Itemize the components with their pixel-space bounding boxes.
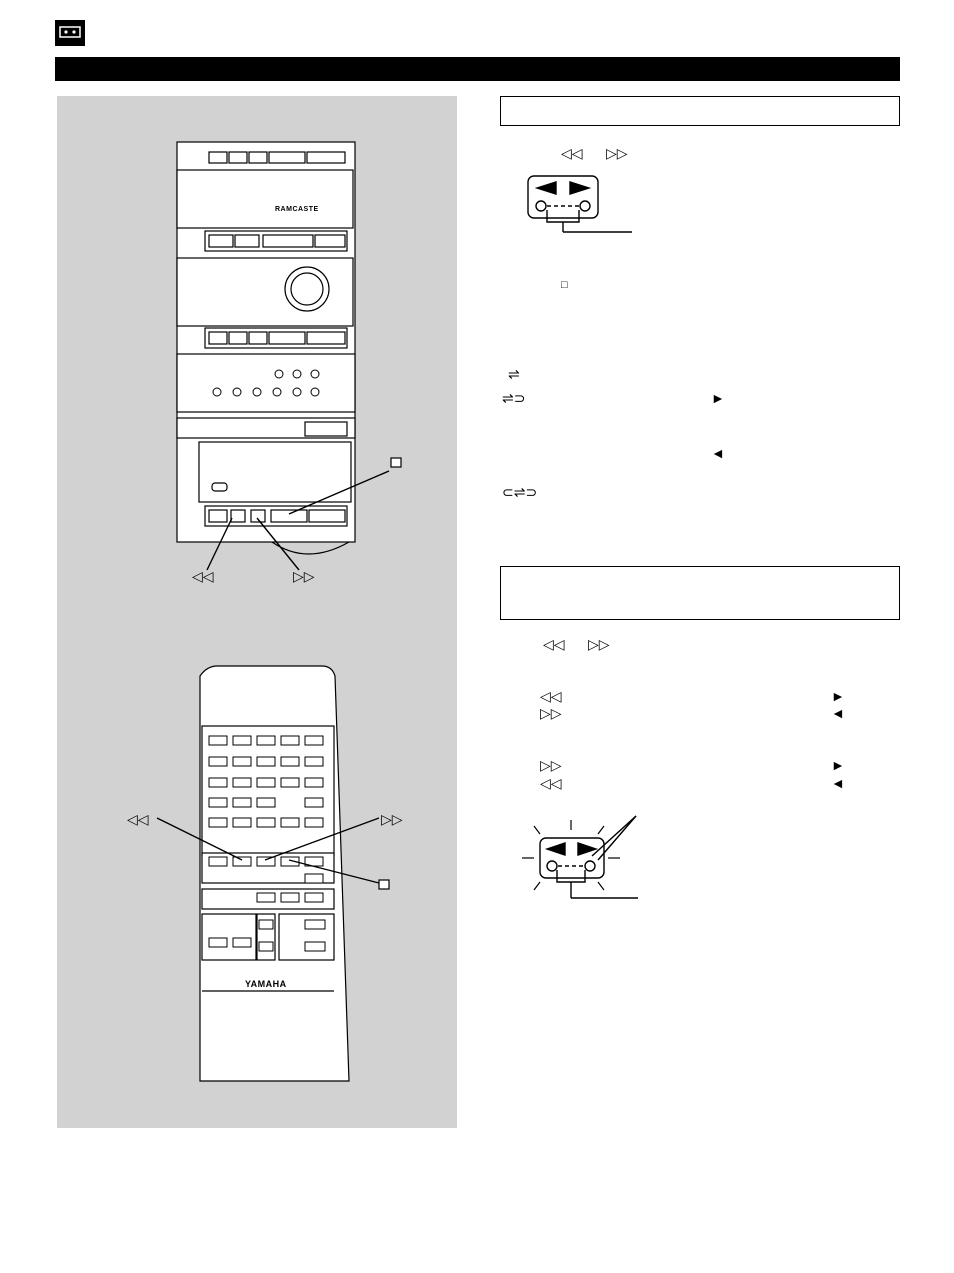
remote-brand-logo: YAMAHA [245,979,287,989]
main-unit-logo: RAMCASTE [275,206,319,213]
illustration-panel [57,96,457,1128]
s1-stop-symbol: □ [561,279,568,291]
s2-fast-forward-symbol: ▷▷ [588,636,610,652]
s1-rewind-symbol: ◁◁ [561,145,583,161]
s2-row-direction: ◄ [831,775,845,791]
section-title-bar [55,57,900,81]
s2-row-direction: ► [831,757,845,773]
s1-fast-forward-symbol: ▷▷ [606,145,628,161]
s2-row-key: ◁◁ [540,688,562,704]
s2-row-direction: ◄ [831,705,845,721]
mode-continuous-icon: ⊂⇌⊃ [502,484,538,500]
mode-both-sides-forward-arrow: ► [711,390,725,406]
main-unit-illustration [57,96,457,1128]
mode-both-sides-reverse-arrow: ◄ [711,445,725,461]
main-unit-fast-forward-callout: ▷▷ [293,568,315,584]
mode-both-sides-icon: ⇌⊃ [502,390,526,406]
s2-row-direction: ► [831,688,845,704]
s2-row-key: ▷▷ [540,757,562,773]
mode-one-way-icon: ⇌ [508,366,520,382]
s2-rewind-symbol: ◁◁ [543,636,565,652]
cassette-deck-icon [55,20,85,46]
section-heading-box-1 [500,96,900,126]
remote-fast-forward-callout: ▷▷ [381,811,403,827]
remote-rewind-callout: ◁◁ [127,811,149,827]
s2-row-key: ◁◁ [540,775,562,791]
s2-row-key: ▷▷ [540,705,562,721]
section-heading-box-2 [500,566,900,620]
main-unit-rewind-callout: ◁◁ [192,568,214,584]
